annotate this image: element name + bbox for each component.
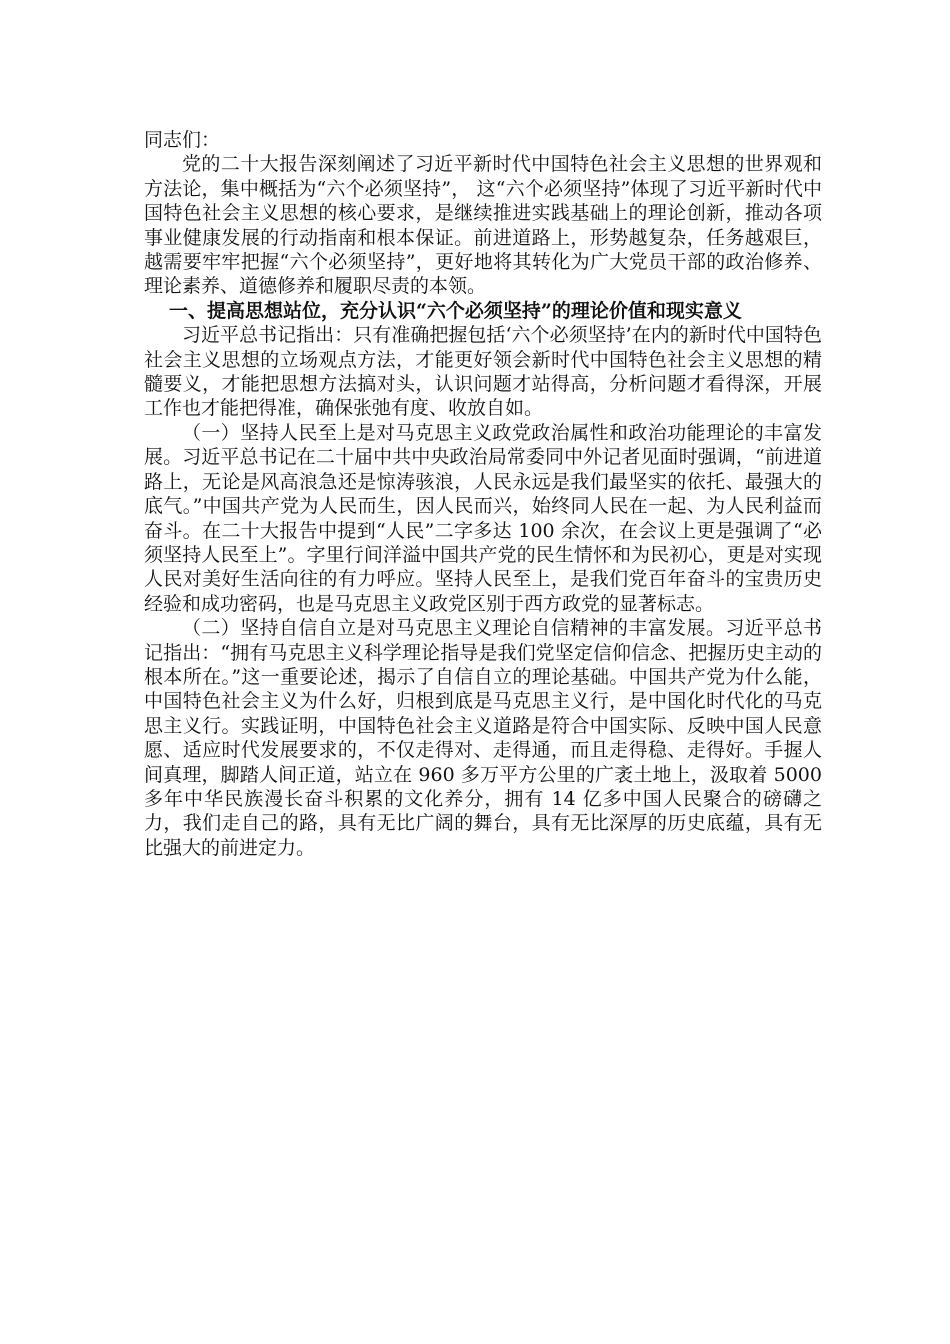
salutation: 同志们： — [144, 129, 221, 151]
paragraph-intro: 党的二十大报告深刻阐述了习近平新时代中国特色社会主义思想的世界观和方法论，集中概括为“六个必须坚持”， 这“六个必须坚持”体现了习近平新时代中国特色社会主义思想的核心要求，是继续推进实践基础上的理论创新，推动各项事业健康发展的行动指南和根本保证。前进道路上，形势越复杂，任务越艰巨，越需要牢牢把握“六个必须坚持”，更好地将其转化为广大党员干部的政治修养、理论素养、道德修养和履职尽责的本领。 — [144, 153, 822, 298]
section-heading-1: 一、提高思想站位，充分认识“六个必须坚持”的理论价值和现实意义 — [169, 299, 742, 322]
paragraph-point-2: （二）坚持自信自立是对马克思主义理论自信精神的丰富发展。习近平总书记指出：“拥有马克思主义科学理论指导是我们党坚定信仰信念、把握历史主动的根本所在。”这一重要论述，揭示了自信自立的理论基础。中国共产党为什么能，中国特色社会主义为什么好，归根到底是马克思主义行，是中国化时代化的马克思主义行。实践证明，中国特色社会主义道路是符合中国实际、反映中国人民意愿、适应时代发展要求的，不仅走得对、走得通，而且走得稳、走得好。手握人间真理，脚踏人间正道，站立在 960 多万平方公里的广袤土地上，汲取着 5000 多年中华民族漫长奋斗积累的文化养分，拥有 14 亿多中国人民聚合的磅礴之力，我们走自己的路，具有无比广阔的舞台，具有无比深厚的历史底蕴，具有无比强大的前进定力。 — [144, 617, 822, 859]
document-body — [144, 128, 822, 860]
paragraph-point-1: （一）坚持人民至上是对马克思主义政党政治属性和政治功能理论的丰富发展。习近平总书记在二十届中共中央政治局常委同中外记者见面时强调，“前进道路上，无论是风高浪急还是惊涛骇浪，人民永远是我们最坚实的依托、最强大的底气。”中国共产党为人民而生，因人民而兴，始终同人民在一起、为人民利益而奋斗。在二十大报告中提到“人民”二字多达 100 余次，在会议上更是强调了“必须坚持人民至上”。字里行间洋溢中国共产党的民生情怀和为民初心，更是对实现人民对美好生活向往的有力呼应。坚持人民至上，是我们党百年奋斗的宝贵历史经验和成功密码，也是马克思主义政党区别于西方政党的显著标志。 — [144, 421, 822, 615]
paragraph-quote: 习近平总书记指出：只有准确把握包括‘六个必须坚持’在内的新时代中国特色社会主义思想的立场观点方法，才能更好领会新时代中国特色社会主义思想的精髓要义，才能把思想方法搞对头，认识问题才站得高，分析问题才看得深，开展工作也才能把得准，确保张弛有度、收放自如。 — [144, 324, 822, 420]
